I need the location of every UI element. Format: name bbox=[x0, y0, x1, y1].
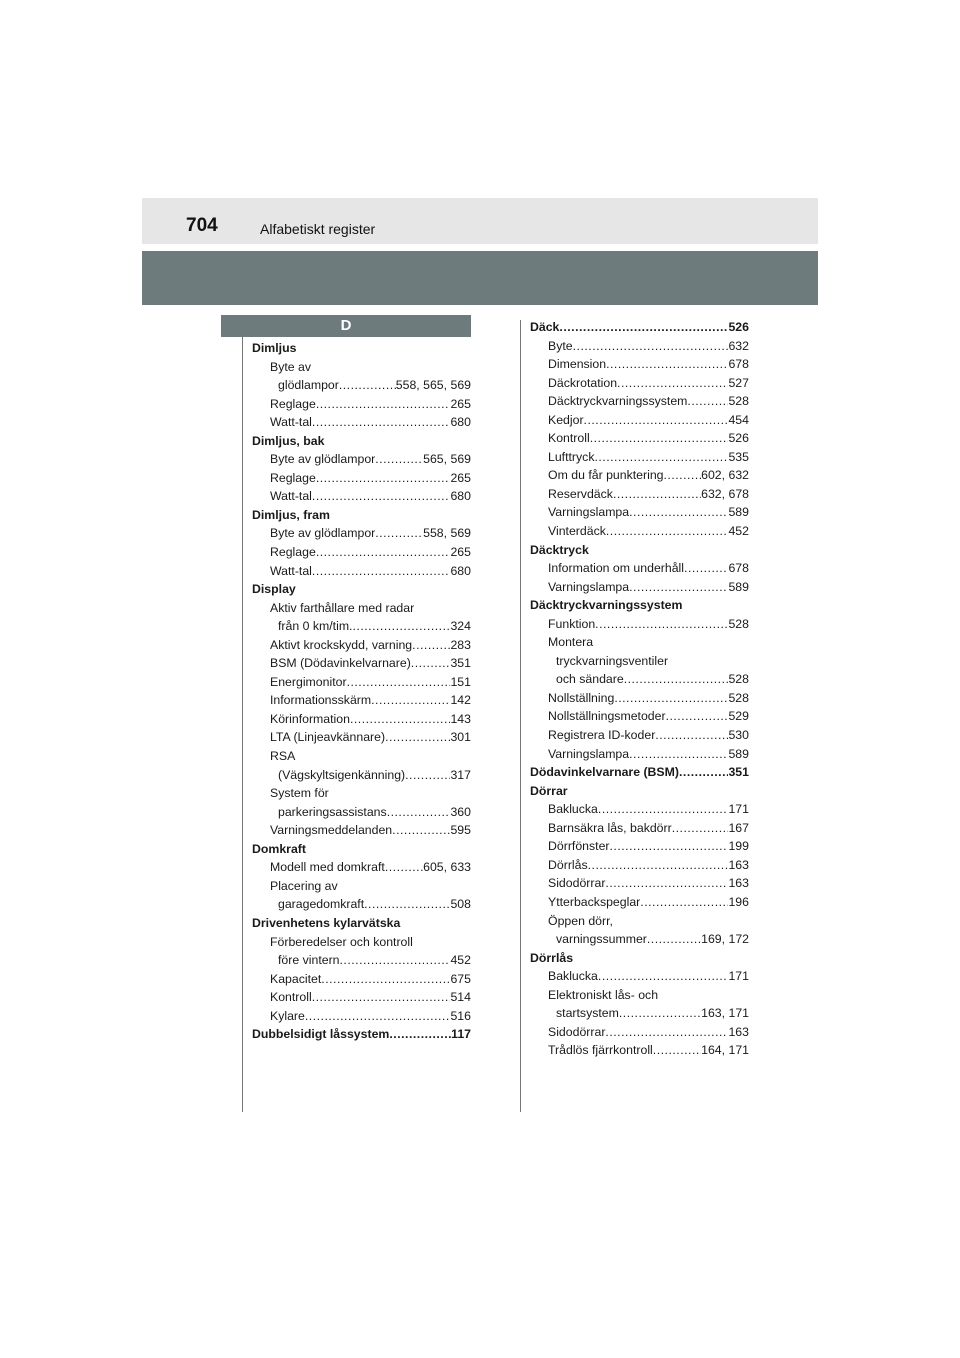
page-reference: 163 bbox=[728, 857, 749, 872]
index-term: BSM (Dödavinkelvarnare) bbox=[270, 656, 411, 671]
dot-leader bbox=[624, 670, 729, 689]
dot-leader bbox=[411, 654, 451, 673]
dot-leader bbox=[598, 967, 729, 986]
dot-leader bbox=[312, 562, 451, 581]
index-term: Aktiv farthållare med radar bbox=[270, 600, 415, 615]
index-entry bbox=[252, 543, 471, 562]
page-reference: 526 bbox=[728, 320, 749, 334]
dot-leader bbox=[559, 318, 728, 337]
dot-leader bbox=[594, 448, 728, 467]
dot-leader bbox=[640, 893, 728, 912]
dot-leader bbox=[629, 745, 728, 764]
index-entry bbox=[252, 339, 471, 358]
index-term: Ytterbackspeglar bbox=[548, 894, 641, 909]
index-entry bbox=[530, 726, 749, 745]
index-term: Vinterdäck bbox=[548, 524, 606, 539]
index-entry bbox=[252, 914, 471, 933]
index-term: Om du får punktering bbox=[548, 468, 664, 483]
dot-leader bbox=[605, 874, 728, 893]
dot-leader bbox=[312, 988, 451, 1007]
index-term: Registrera ID-koder bbox=[548, 728, 656, 743]
dot-leader bbox=[412, 636, 450, 655]
page-reference: 452 bbox=[450, 953, 471, 968]
index-entry bbox=[252, 654, 471, 673]
page-reference: 528 bbox=[728, 616, 749, 631]
dot-leader bbox=[664, 466, 702, 485]
dot-leader bbox=[339, 376, 396, 395]
dot-leader bbox=[371, 691, 450, 710]
page-reference: 117 bbox=[451, 1027, 471, 1042]
dot-leader bbox=[316, 543, 451, 562]
dot-leader bbox=[364, 895, 450, 914]
dot-leader bbox=[610, 837, 729, 856]
index-entry bbox=[530, 763, 749, 782]
index-term: varningssummer bbox=[556, 932, 647, 947]
page-reference: 196 bbox=[728, 894, 749, 909]
index-entry bbox=[252, 803, 471, 822]
dot-leader bbox=[629, 578, 728, 597]
page-reference: 589 bbox=[728, 505, 749, 520]
page-reference: 163 bbox=[728, 1024, 749, 1039]
index-entry bbox=[252, 766, 471, 785]
index-entry bbox=[252, 469, 471, 488]
index-term: Nollställning bbox=[548, 690, 615, 705]
index-entry bbox=[252, 413, 471, 432]
index-term: Varningsmeddelanden bbox=[270, 823, 393, 838]
dot-leader bbox=[584, 411, 729, 430]
index-entry bbox=[530, 1004, 749, 1023]
index-entry bbox=[252, 636, 471, 655]
index-term: Dörrfönster bbox=[548, 839, 610, 854]
page-reference: 558, 565, 569 bbox=[395, 378, 471, 393]
index-term: tryckvarningsventiler bbox=[556, 653, 669, 668]
index-term: Reservdäck bbox=[548, 486, 613, 501]
index-term: Varningslampa bbox=[548, 579, 630, 594]
dot-leader bbox=[389, 1025, 451, 1044]
index-term: Dörrlås bbox=[548, 857, 588, 872]
index-entry bbox=[252, 673, 471, 692]
dot-leader bbox=[672, 819, 729, 838]
page-reference: 526 bbox=[728, 431, 749, 446]
index-term: Dödavinkelvarnare (BSM) bbox=[530, 765, 679, 780]
index-term: Dimljus bbox=[252, 341, 297, 355]
page-reference: 595 bbox=[450, 823, 471, 838]
index-column-left bbox=[252, 339, 471, 1044]
index-term: Reglage bbox=[270, 396, 316, 411]
dot-leader bbox=[350, 710, 451, 729]
index-term: Kylare bbox=[270, 1008, 305, 1023]
index-term: Trådlös fjärrkontroll bbox=[548, 1043, 653, 1058]
index-term: Modell med domkraft bbox=[270, 860, 385, 875]
index-entry bbox=[530, 596, 749, 615]
index-entry bbox=[252, 432, 471, 451]
page-reference: 678 bbox=[728, 561, 749, 576]
index-entry bbox=[530, 466, 749, 485]
index-entry bbox=[530, 782, 749, 801]
index-term: Byte av bbox=[270, 359, 312, 374]
index-letter-heading: D bbox=[221, 315, 471, 337]
page-reference: 265 bbox=[450, 545, 471, 560]
index-term: Dimljus, fram bbox=[252, 507, 330, 522]
dot-leader bbox=[312, 487, 451, 506]
page-reference: 169, 172 bbox=[701, 932, 749, 947]
index-term: Drivenhetens kylarvätska bbox=[252, 915, 401, 930]
index-entry bbox=[530, 429, 749, 448]
dot-leader bbox=[613, 485, 701, 504]
page-reference: 360 bbox=[450, 804, 471, 819]
page-reference: 678 bbox=[728, 357, 749, 372]
index-entry bbox=[530, 707, 749, 726]
index-entry bbox=[252, 951, 471, 970]
page-reference: 452 bbox=[728, 524, 749, 539]
index-entry bbox=[252, 487, 471, 506]
index-entry bbox=[530, 652, 749, 671]
index-term: LTA (Linjeavkännare) bbox=[270, 730, 386, 745]
index-term: Byte av glödlampor bbox=[270, 526, 376, 541]
index-entry bbox=[252, 877, 471, 896]
dot-leader bbox=[387, 803, 451, 822]
page-reference: 508 bbox=[450, 897, 471, 912]
index-entry bbox=[252, 858, 471, 877]
dot-leader bbox=[316, 469, 451, 488]
index-term: Barnsäkra lås, bakdörr bbox=[548, 820, 672, 835]
index-entry bbox=[252, 691, 471, 710]
index-entry bbox=[530, 689, 749, 708]
index-term: Reglage bbox=[270, 470, 316, 485]
index-entry bbox=[530, 578, 749, 597]
index-entry bbox=[252, 988, 471, 1007]
index-entry bbox=[530, 819, 749, 838]
index-entry bbox=[530, 1023, 749, 1042]
dot-leader bbox=[347, 673, 451, 692]
page-reference: 351 bbox=[450, 656, 471, 671]
index-term: Dimension bbox=[548, 357, 607, 372]
index-entry bbox=[530, 745, 749, 764]
index-term: Däck bbox=[530, 320, 560, 334]
index-entry bbox=[252, 710, 471, 729]
dot-leader bbox=[385, 858, 423, 877]
index-entry bbox=[252, 562, 471, 581]
index-term: Reglage bbox=[270, 545, 316, 560]
index-entry bbox=[530, 930, 749, 949]
middle-column-rule bbox=[520, 320, 521, 1112]
index-entry bbox=[252, 617, 471, 636]
index-term: och sändare bbox=[556, 672, 624, 687]
page-reference: 632 bbox=[728, 338, 749, 353]
page-reference: 529 bbox=[728, 709, 749, 724]
index-entry bbox=[252, 728, 471, 747]
dot-leader bbox=[316, 395, 451, 414]
index-entry bbox=[252, 784, 471, 803]
page-reference: 142 bbox=[450, 693, 471, 708]
index-term: (Vägskyltsigenkänning) bbox=[278, 767, 406, 782]
index-term: glödlampor bbox=[278, 378, 339, 393]
dot-leader bbox=[619, 1004, 701, 1023]
page-reference: 565, 569 bbox=[423, 452, 471, 467]
index-entry bbox=[252, 358, 471, 377]
index-term: Aktivt krockskydd, varning bbox=[270, 637, 413, 652]
index-entry bbox=[252, 580, 471, 599]
dot-leader bbox=[590, 429, 729, 448]
header-band bbox=[142, 251, 818, 305]
index-entry bbox=[530, 485, 749, 504]
dot-leader bbox=[629, 503, 728, 522]
page-reference: 265 bbox=[450, 470, 471, 485]
index-entry bbox=[530, 874, 749, 893]
page-reference: 164, 171 bbox=[701, 1043, 749, 1058]
page-reference: 527 bbox=[728, 375, 749, 390]
index-term: Förberedelser och kontroll bbox=[270, 934, 413, 949]
index-term: Öppen dörr, bbox=[548, 913, 613, 928]
dot-leader bbox=[595, 615, 728, 634]
dot-leader bbox=[647, 930, 701, 949]
index-term: Däcktryckvarningssystem bbox=[548, 394, 688, 409]
page-reference: 605, 633 bbox=[423, 860, 471, 875]
dot-leader bbox=[606, 355, 728, 374]
index-term: Dubbelsidigt låssystem bbox=[252, 1027, 390, 1042]
page-reference: 602, 632 bbox=[701, 468, 749, 483]
page-reference: 317 bbox=[450, 767, 471, 782]
index-term: Byte av glödlampor bbox=[270, 452, 376, 467]
index-entry bbox=[252, 747, 471, 766]
index-term: Varningslampa bbox=[548, 505, 630, 520]
index-term: startsystem bbox=[556, 1006, 619, 1021]
index-term: Placering av bbox=[270, 878, 338, 893]
page-reference: 680 bbox=[450, 489, 471, 504]
dot-leader bbox=[655, 726, 728, 745]
index-entry bbox=[530, 837, 749, 856]
dot-leader bbox=[573, 337, 729, 356]
index-entry bbox=[530, 411, 749, 430]
index-entry bbox=[530, 522, 749, 541]
page-reference: 680 bbox=[450, 415, 471, 430]
index-entry bbox=[530, 392, 749, 411]
page-reference: 528 bbox=[728, 394, 749, 409]
index-term: Däcktryck bbox=[530, 542, 589, 557]
index-term: Kontroll bbox=[548, 431, 590, 446]
dot-leader bbox=[614, 689, 728, 708]
page-reference: 528 bbox=[728, 690, 749, 705]
index-entry bbox=[530, 355, 749, 374]
index-term: Watt-tal bbox=[270, 489, 312, 504]
header-bar bbox=[142, 198, 818, 244]
index-term: parkeringsassistans bbox=[278, 804, 387, 819]
index-term: Däcktryckvarningssystem bbox=[530, 598, 683, 613]
index-entry bbox=[252, 895, 471, 914]
dot-leader bbox=[352, 617, 450, 636]
dot-leader bbox=[321, 970, 450, 989]
index-term: Nollställningsmetoder bbox=[548, 709, 666, 724]
page-reference: 516 bbox=[450, 1008, 471, 1023]
page-reference: 351 bbox=[728, 765, 749, 780]
index-entry bbox=[530, 318, 749, 337]
index-entry bbox=[252, 821, 471, 840]
index-term: System för bbox=[270, 786, 329, 801]
index-entry bbox=[252, 1007, 471, 1026]
index-term: Energimonitor bbox=[270, 674, 347, 689]
page-reference: 171 bbox=[728, 802, 749, 817]
index-term: Dörrlås bbox=[530, 950, 574, 965]
page-reference: 558, 569 bbox=[423, 526, 471, 541]
page-reference: 589 bbox=[728, 579, 749, 594]
index-term: Funktion bbox=[548, 616, 596, 631]
index-term: Watt-tal bbox=[270, 415, 312, 430]
index-term: Varningslampa bbox=[548, 746, 630, 761]
index-entry bbox=[252, 970, 471, 989]
index-entry bbox=[530, 949, 749, 968]
index-term: från 0 km/tim. bbox=[278, 619, 353, 634]
index-entry bbox=[530, 893, 749, 912]
index-entry bbox=[530, 448, 749, 467]
page-reference: 454 bbox=[728, 412, 749, 427]
page-reference: 530 bbox=[728, 728, 749, 743]
index-term: garagedomkraft bbox=[278, 897, 365, 912]
index-entry bbox=[530, 615, 749, 634]
index-entry bbox=[252, 450, 471, 469]
page-reference: 680 bbox=[450, 563, 471, 578]
page-reference: 167 bbox=[728, 820, 749, 835]
index-term: Montera bbox=[548, 635, 594, 650]
index-term: Däckrotation bbox=[548, 375, 618, 390]
index-entry bbox=[252, 524, 471, 543]
dot-leader bbox=[392, 821, 450, 840]
page-reference: 528 bbox=[728, 672, 749, 687]
dot-leader bbox=[666, 707, 729, 726]
dot-leader bbox=[305, 1007, 451, 1026]
dot-leader bbox=[605, 1023, 728, 1042]
index-entry bbox=[530, 337, 749, 356]
index-entry bbox=[252, 1025, 471, 1044]
index-entry bbox=[530, 670, 749, 689]
index-entry bbox=[530, 503, 749, 522]
index-entry bbox=[530, 912, 749, 931]
dot-leader bbox=[598, 800, 729, 819]
page-reference: 265 bbox=[450, 396, 471, 411]
dot-leader bbox=[340, 951, 451, 970]
page-reference: 535 bbox=[728, 449, 749, 464]
page-reference: 589 bbox=[728, 746, 749, 761]
index-entry bbox=[530, 986, 749, 1005]
index-entry bbox=[530, 633, 749, 652]
index-column-right bbox=[530, 318, 749, 1060]
index-term: Byte bbox=[548, 338, 573, 353]
index-term: Informationsskärm bbox=[270, 693, 372, 708]
index-term: Watt-tal bbox=[270, 563, 312, 578]
dot-leader bbox=[405, 766, 450, 785]
dot-leader bbox=[606, 522, 729, 541]
dot-leader bbox=[687, 392, 728, 411]
dot-leader bbox=[588, 856, 729, 875]
index-entry bbox=[252, 840, 471, 859]
index-term: Baklucka bbox=[548, 802, 598, 817]
page-reference: 199 bbox=[728, 839, 749, 854]
page-reference: 151 bbox=[450, 674, 471, 689]
dot-leader bbox=[653, 1041, 701, 1060]
page-reference: 675 bbox=[450, 971, 471, 986]
index-term: RSA bbox=[270, 749, 296, 764]
page-reference: 143 bbox=[450, 711, 471, 726]
page-reference: 171 bbox=[728, 969, 749, 984]
page-reference: 324 bbox=[450, 619, 471, 634]
dot-leader bbox=[312, 413, 451, 432]
index-entry bbox=[252, 395, 471, 414]
index-term: Dimljus, bak bbox=[252, 433, 325, 448]
index-term: Baklucka bbox=[548, 969, 598, 984]
index-entry bbox=[530, 967, 749, 986]
index-entry bbox=[252, 376, 471, 395]
index-entry bbox=[530, 374, 749, 393]
index-entry bbox=[530, 800, 749, 819]
page-reference: 283 bbox=[450, 637, 471, 652]
dot-leader bbox=[617, 374, 728, 393]
index-term: Kedjor bbox=[548, 412, 584, 427]
index-term: Domkraft bbox=[252, 841, 306, 856]
page-number: 704 bbox=[186, 215, 218, 236]
left-column-rule bbox=[242, 337, 243, 1112]
page-reference: 163 bbox=[728, 876, 749, 891]
dot-leader bbox=[679, 763, 728, 782]
index-entry bbox=[530, 559, 749, 578]
index-term: Lufttryck bbox=[548, 449, 595, 464]
index-entry bbox=[530, 856, 749, 875]
index-term: Sidodörrar bbox=[548, 876, 606, 891]
page-reference: 632, 678 bbox=[701, 486, 749, 501]
dot-leader bbox=[375, 524, 423, 543]
index-term: Körinformation bbox=[270, 711, 350, 726]
index-term: Elektroniskt lås- och bbox=[548, 987, 659, 1002]
index-entry bbox=[252, 933, 471, 952]
page-reference: 514 bbox=[450, 990, 471, 1005]
index-term: Kontroll bbox=[270, 990, 312, 1005]
index-entry bbox=[252, 599, 471, 618]
index-term: Dörrar bbox=[530, 783, 568, 798]
index-term: Sidodörrar bbox=[548, 1024, 606, 1039]
dot-leader bbox=[375, 450, 423, 469]
page-reference: 301 bbox=[450, 730, 471, 745]
section-title: Alfabetiskt register bbox=[260, 221, 376, 237]
page-reference: 163, 171 bbox=[701, 1006, 749, 1021]
index-term: Kapacitet bbox=[270, 971, 322, 986]
index-entry bbox=[252, 506, 471, 525]
dot-leader bbox=[684, 559, 728, 578]
index-entry bbox=[530, 541, 749, 560]
index-term: före vintern bbox=[278, 953, 340, 968]
dot-leader bbox=[385, 728, 450, 747]
index-entry bbox=[530, 1041, 749, 1060]
index-term: Display bbox=[252, 582, 296, 597]
index-term: Information om underhåll bbox=[548, 561, 685, 576]
